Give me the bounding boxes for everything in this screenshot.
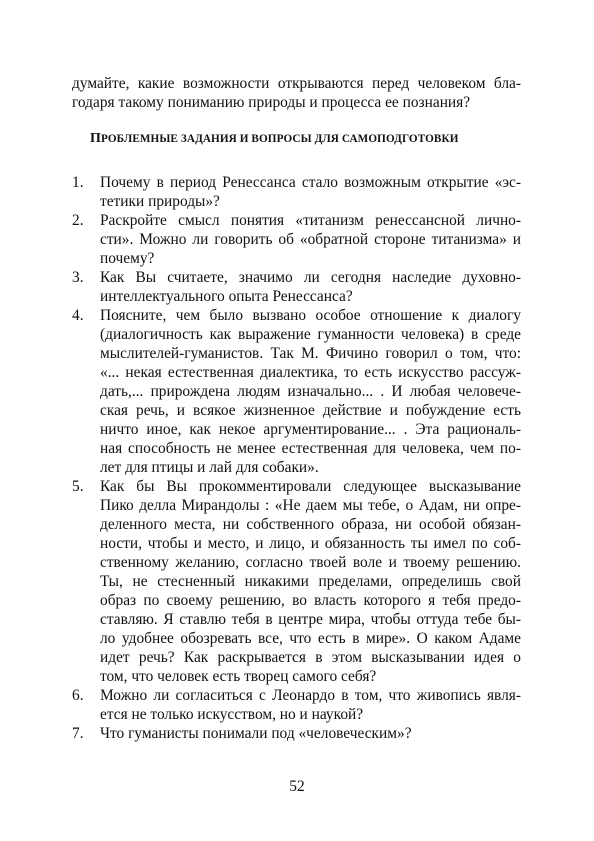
list-number: 6. — [72, 687, 84, 704]
list-item-line: ная способность не менее естественная для человека, чем по- — [100, 440, 521, 457]
section-heading — [90, 131, 520, 147]
list-number: 4. — [72, 307, 84, 324]
list-item-line: Можно ли согласиться с Леонардо в том, что живопись явля- — [100, 687, 521, 704]
list-item-line: мыслителей-гуманистов. Так М. Фичино говорил о том, что: — [100, 345, 521, 362]
list-item-line: сти». Можно ли говорить об «обратной стороне титанизма» и — [100, 231, 521, 248]
list-item-line: ставляю. Я ставлю тебя в центре мира, чтобы оттуда тебе бы- — [100, 611, 521, 628]
heading-capital: П — [90, 131, 101, 146]
list-item-line: Как Вы считаете, значимо ли сегодня наследие духовно- — [100, 269, 521, 286]
list-item-line: интеллектуального опыта Ренессанса? — [100, 288, 353, 305]
list-item-line: дать,... прирождена людям изначально... . И любая человече- — [100, 383, 521, 400]
list-item-line: лет для птицы и лай для собаки». — [100, 459, 319, 476]
intro-line: думайте, какие возможности открываются перед человеком бла- — [72, 75, 521, 92]
list-item-line: ется не только искусством, но и наукой? — [100, 706, 364, 723]
list-item-line: Ты, не стесненный никакими пределами, определишь свой — [100, 573, 521, 590]
list-number: 2. — [72, 212, 84, 229]
list-item-line: (диалогичность как выражение гуманности человека) в среде — [100, 326, 521, 343]
list-item-line: образ по своему решению, во власть которого я тебя предо- — [100, 592, 521, 609]
list-number: 1. — [72, 174, 84, 191]
list-item-line: ничто иное, как некое аргументирование... . Эта рациональ- — [100, 421, 521, 438]
list-item-line: идет речь? Как раскрывается в этом высказывании идея о — [100, 649, 521, 666]
page-number: 52 — [289, 778, 305, 795]
list-item-line: тетики природы»? — [100, 193, 220, 210]
list-number: 5. — [72, 478, 84, 495]
list-item-line: Раскройте смысл понятия «титанизм ренессансной лично- — [100, 212, 521, 229]
list-item-line: почему? — [100, 250, 155, 267]
list-item-line: Почему в период Ренессанса стало возможным открытие «эс- — [100, 174, 521, 191]
list-number: 3. — [72, 269, 84, 286]
list-item-line: деленного места, ни собственного образа, ни особой обязан- — [100, 516, 521, 533]
list-item-line: ственному желанию, согласно твоей воле и твоему решению. — [100, 554, 521, 571]
list-item-line: ская речь, и всякое жизненное действие и побуждение есть — [100, 402, 521, 419]
heading-small-caps: РОБЛЕМНЫЕ ЗАДАНИЯ И ВОПРОСЫ ДЛЯ САМОПОДГОТОВКИ — [101, 133, 459, 145]
list-item-line: «... некая естественная диалектика, то есть искусство рассуж- — [100, 364, 521, 381]
list-item-line: ло удобнее обозревать все, что есть в мире». О каком Адаме — [100, 630, 521, 647]
list-item-line: Пико делла Мирандолы : «Не даем мы тебе, о Адам, ни опре- — [100, 497, 521, 514]
list-item-line: Что гуманисты понимали под «человеческим»? — [100, 725, 412, 742]
list-number: 7. — [72, 725, 84, 742]
list-item-line: том, что человек есть творец самого себя? — [100, 668, 377, 685]
list-item-line: Как бы Вы прокомментировали следующее высказывание — [100, 478, 521, 495]
list-item-line: Поясните, чем было вызвано особое отношение к диалогу — [100, 307, 521, 324]
list-item-line: ности, чтобы и место, и лицо, и обязанность ты имел по соб- — [100, 535, 521, 552]
intro-line: годаря такому пониманию природы и процесса ее познания? — [72, 94, 471, 111]
